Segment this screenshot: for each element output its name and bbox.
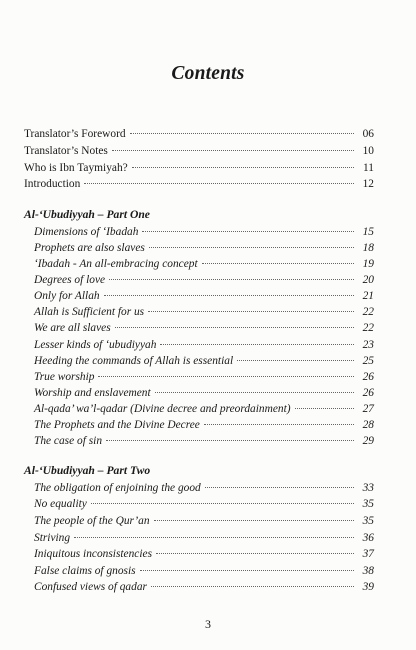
toc-entry-label: Prophets are also slaves xyxy=(34,242,145,254)
dot-leader xyxy=(202,263,354,264)
toc-entry-label: Worship and enslavement xyxy=(34,387,151,399)
dot-leader xyxy=(149,247,354,248)
dot-leader xyxy=(205,487,354,488)
toc-entry[interactable] xyxy=(24,127,374,141)
toc-entry-label: Introduction xyxy=(24,178,81,190)
dot-leader xyxy=(132,167,354,168)
dot-leader xyxy=(98,376,354,377)
toc-entry-page: 15 xyxy=(362,226,374,238)
page-title: Contents xyxy=(171,63,245,84)
dot-leader xyxy=(204,424,354,425)
toc-entry-page: 37 xyxy=(362,548,374,560)
toc-entry-page: 26 xyxy=(362,387,374,399)
dot-leader xyxy=(160,344,354,345)
dot-leader xyxy=(112,150,354,151)
toc-entry[interactable] xyxy=(34,497,374,511)
toc-entry-page: 06 xyxy=(362,128,374,140)
toc-entry-label: Translator’s Foreword xyxy=(24,128,126,140)
toc-entry[interactable] xyxy=(24,177,374,191)
dot-leader xyxy=(115,327,354,328)
toc-entry-label: Heeding the commands of Allah is essential xyxy=(34,355,234,367)
toc-entry-page: 35 xyxy=(362,515,374,527)
toc-entry-label: Translator’s Notes xyxy=(24,145,108,157)
toc-entry-label: Lesser kinds of ‘ubudiyyah xyxy=(34,339,157,351)
toc-entry[interactable] xyxy=(34,338,374,352)
toc-entry-page: 10 xyxy=(362,145,374,157)
toc-entry-label: Al-qada’ wa’l-qadar (Divine decree and preordainment) xyxy=(34,403,291,415)
dot-leader xyxy=(142,231,354,232)
dot-leader xyxy=(130,133,354,134)
toc-entry[interactable] xyxy=(34,257,374,271)
dot-leader xyxy=(151,586,354,587)
toc-entry-label: We are all slaves xyxy=(34,322,111,334)
toc-entry[interactable] xyxy=(34,386,374,400)
toc-entry-page: 23 xyxy=(362,339,374,351)
dot-leader xyxy=(148,311,354,312)
toc-entry-page: 35 xyxy=(362,498,374,510)
dot-leader xyxy=(295,408,354,409)
toc-entry[interactable] xyxy=(24,161,374,175)
toc-entry-page: 28 xyxy=(362,419,374,431)
toc-entry[interactable] xyxy=(34,481,374,495)
dot-leader xyxy=(154,520,354,521)
toc-entry[interactable] xyxy=(34,370,374,384)
toc-entry-page: 19 xyxy=(362,258,374,270)
toc-entry-page: 39 xyxy=(362,581,374,593)
toc-entry[interactable] xyxy=(34,418,374,432)
toc-entry-label: No equality xyxy=(34,498,87,510)
toc-entry-label: Who is Ibn Taymiyah? xyxy=(24,162,128,174)
toc-entry[interactable] xyxy=(34,305,374,319)
toc-entry-page: 12 xyxy=(362,178,374,190)
toc-entry-label: Allah is Sufficient for us xyxy=(34,306,145,318)
toc-entry-page: 22 xyxy=(362,306,374,318)
toc-entry-label: False claims of gnosis xyxy=(34,565,136,577)
toc-entry-page: 27 xyxy=(362,403,374,415)
dot-leader xyxy=(74,537,354,538)
dot-leader xyxy=(109,279,354,280)
toc-entry[interactable] xyxy=(34,580,374,594)
toc-entry-page: 33 xyxy=(362,482,374,494)
toc-entry[interactable] xyxy=(34,225,374,239)
toc-entry-label: Dimensions of ‘Ibadah xyxy=(34,226,139,238)
dot-leader xyxy=(156,553,354,554)
toc-entry-label: The Prophets and the Divine Decree xyxy=(34,419,200,431)
toc-entry-page: 11 xyxy=(363,162,374,174)
toc-entry-label: The case of sin xyxy=(34,435,103,447)
toc-entry-label: Degrees of love xyxy=(34,274,106,286)
toc-entry-label: Iniquitous inconsistencies xyxy=(34,548,153,560)
dot-leader xyxy=(104,295,354,296)
dot-leader xyxy=(84,183,354,184)
section-heading: Al-‘Ubudiyyah – Part One xyxy=(24,208,150,221)
toc-entry[interactable] xyxy=(34,434,374,448)
toc-entry-label: True worship xyxy=(34,371,95,383)
toc-entry-page: 21 xyxy=(362,290,374,302)
toc-entry[interactable] xyxy=(34,547,374,561)
toc-entry-label: Confused views of qadar xyxy=(34,581,147,593)
toc-entry[interactable] xyxy=(34,273,374,287)
dot-leader xyxy=(140,570,354,571)
toc-entry-page: 36 xyxy=(362,532,374,544)
toc-entry-page: 29 xyxy=(362,435,374,447)
section-heading: Al-‘Ubudiyyah – Part Two xyxy=(24,464,151,477)
dot-leader xyxy=(237,360,354,361)
toc-entry[interactable] xyxy=(24,144,374,158)
toc-entry-label: The obligation of enjoining the good xyxy=(34,482,201,494)
toc-entry-page: 25 xyxy=(362,355,374,367)
dot-leader xyxy=(106,440,354,441)
toc-entry-page: 18 xyxy=(362,242,374,254)
toc-entry-label: Only for Allah xyxy=(34,290,100,302)
page-number: 3 xyxy=(205,617,211,631)
toc-entry-page: 22 xyxy=(362,322,374,334)
toc-entry[interactable] xyxy=(34,402,374,416)
toc-entry-label: ‘Ibadah - An all-embracing concept xyxy=(34,258,198,270)
dot-leader xyxy=(155,392,354,393)
dot-leader xyxy=(91,503,354,504)
toc-entry-page: 26 xyxy=(362,371,374,383)
toc-entry[interactable] xyxy=(34,321,374,335)
toc-entry-page: 38 xyxy=(362,565,374,577)
toc-entry[interactable] xyxy=(34,531,374,545)
toc-entry-page: 20 xyxy=(362,274,374,286)
toc-entry[interactable] xyxy=(34,241,374,255)
toc-entry-label: The people of the Qur’an xyxy=(34,515,150,527)
toc-entry[interactable] xyxy=(34,564,374,578)
toc-entry-label: Striving xyxy=(34,532,71,544)
toc-entry[interactable] xyxy=(34,354,374,368)
toc-entry[interactable] xyxy=(34,289,374,303)
toc-entry[interactable] xyxy=(34,514,374,528)
